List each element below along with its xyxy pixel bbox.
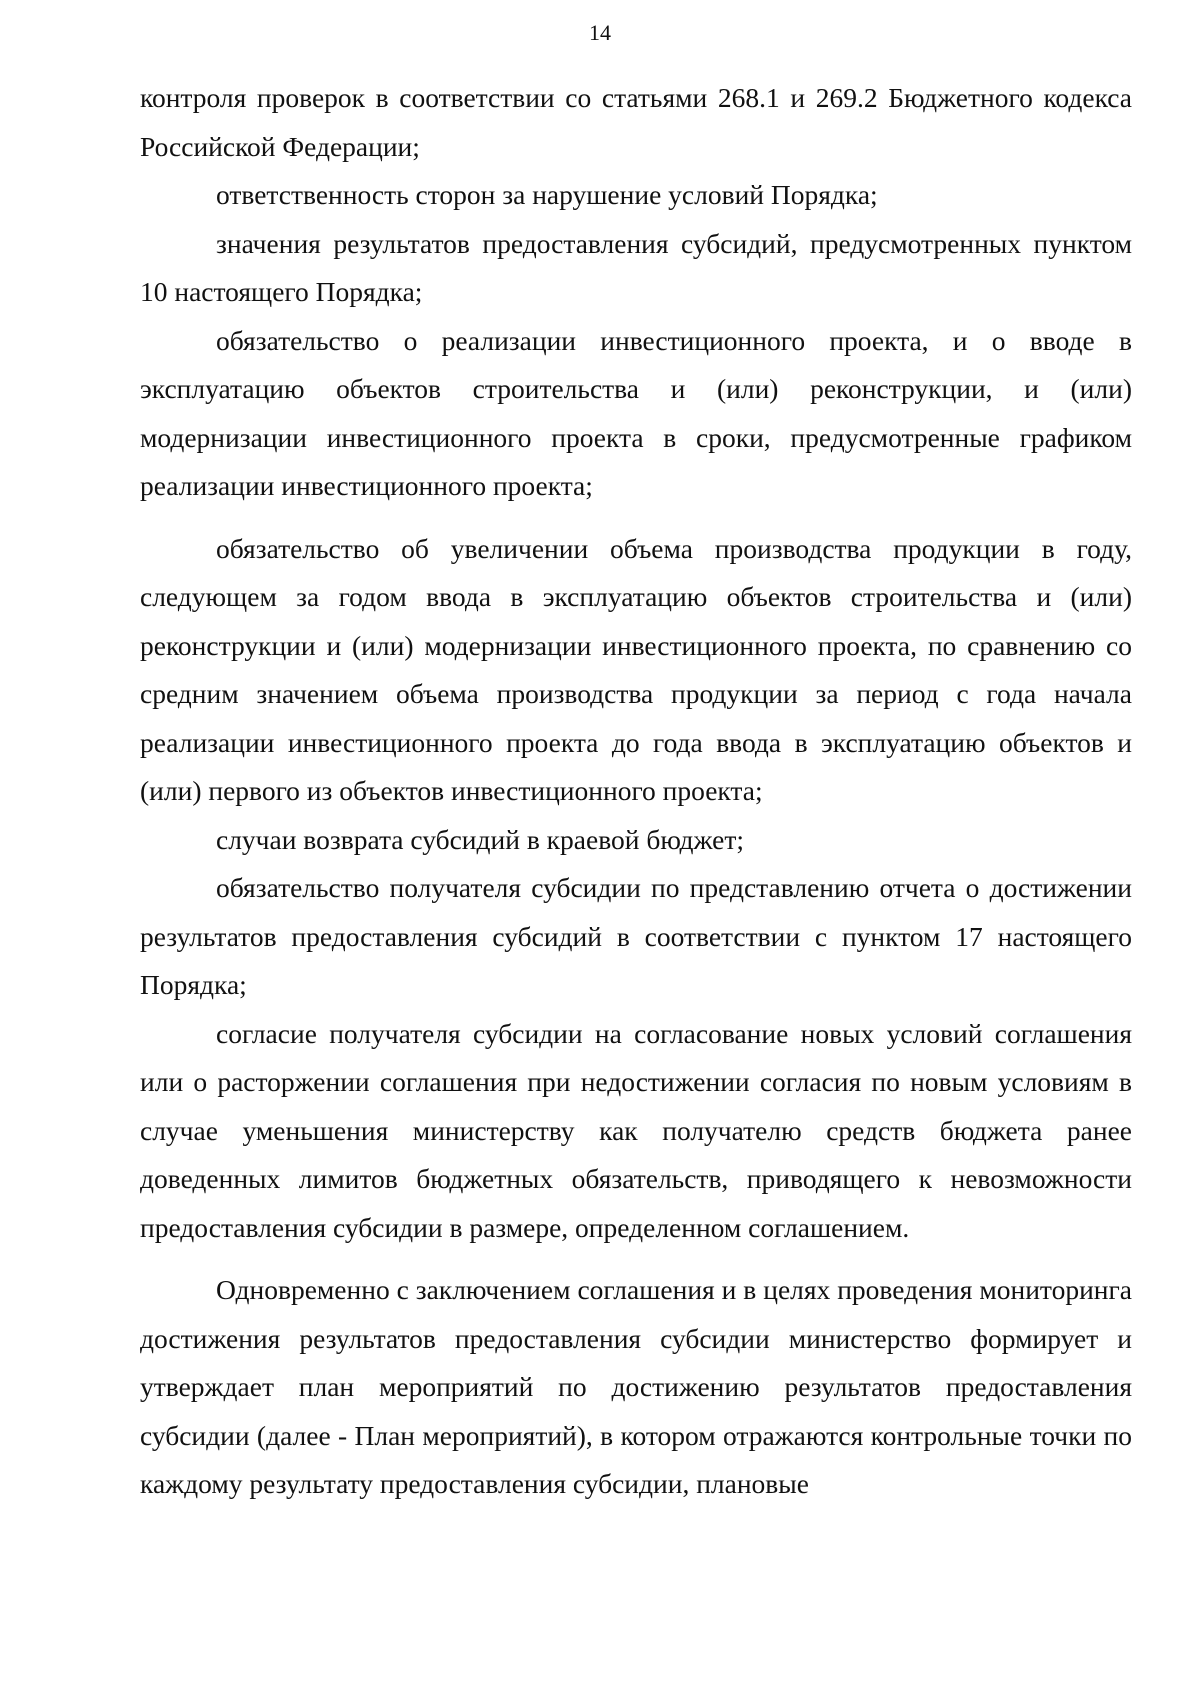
paragraph-responsibility: ответственность сторон за нарушение условий Порядка;	[216, 179, 878, 210]
paragraph-result-values: значения результатов предоставления субсидий, предусмотренных пунктом 10 настоящего Порядка;	[140, 227, 1132, 307]
paragraph-report-obligation: обязательство получателя субсидии по представлению отчета о достижении результатов предоставления субсидий в соответствии с пунктом 17 настоящего Порядка;	[140, 872, 1132, 1000]
paragraph-project-obligation: обязательство о реализации инвестиционного проекта, и о вводе в эксплуатацию объектов строительства и (или) реконструкции, и (или) модернизации инвестиционного проекта в сроки, предусмотренные графиком реализации инвестиционного проекта;	[140, 324, 1132, 501]
paragraph-control-checks: контроля проверок в соответствии со статьями 268.1 и 269.2 Бюджетного кодекса Российской Федерации;	[140, 82, 1132, 162]
paragraph-subsidy-return: случаи возврата субсидий в краевой бюджет;	[216, 823, 744, 855]
page-number: 14	[589, 20, 611, 45]
document-body	[140, 74, 1132, 1509]
paragraph-production-increase: обязательство об увеличении объема производства продукции в году, следующем за годом ввода в эксплуатацию объектов строительства и (или) реконструкции и (или) модернизации инвестиционного проекта, по сравнению со средним значением объема производства продукции за период с года начала реализации инвестиционного проекта до года ввода в эксплуатацию объектов и (или) первого из объектов инвестиционного проекта;	[140, 532, 1132, 806]
paragraph-action-plan: Одновременно с заключением соглашения и в целях проведения мониторинга достижения результатов предоставления субсидии министерство формирует и утверждает план мероприятий по достижению результатов предоставления субсидии (далее - План мероприятий), в котором отражаются контрольные точки по каждому результату предоставления субсидии, плановые	[140, 1274, 1132, 1499]
paragraph-new-conditions-consent: согласие получателя субсидии на согласование новых условий соглашения или о расторжении соглашения при недостижении согласия по новым условиям в случае уменьшения министерству как получателю средств бюджета ранее доведенных лимитов бюджетных обязательств, приводящего к невозможности предоставления субсидии в размере, определенном соглашением.	[140, 1017, 1132, 1243]
